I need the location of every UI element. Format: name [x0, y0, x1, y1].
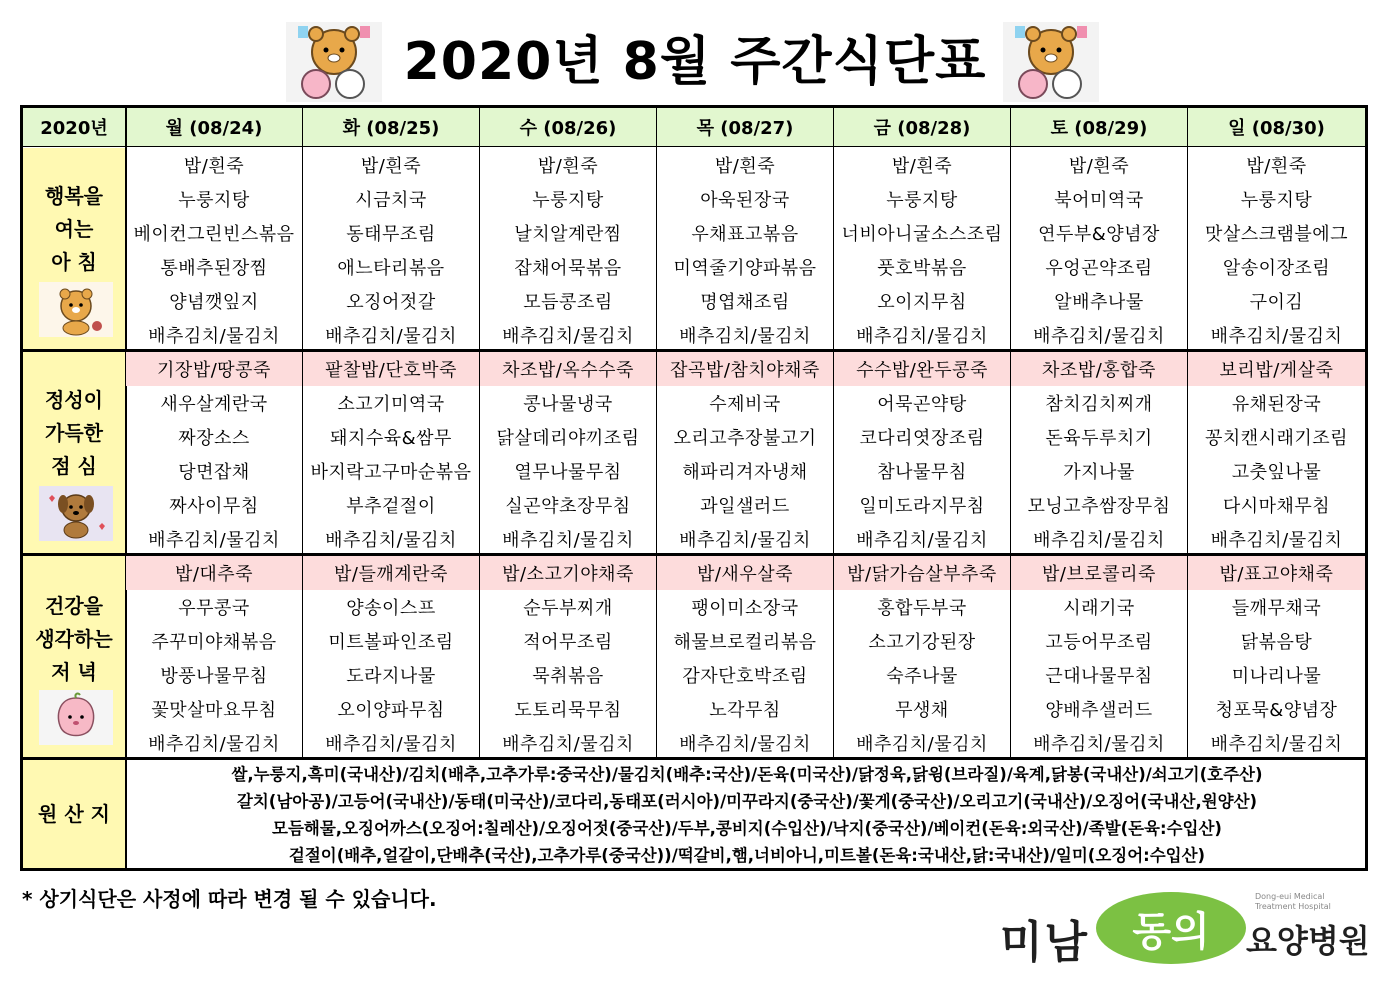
lunch-menu-item: 잡곡밥/참치야채죽	[657, 352, 833, 386]
lunch-menu-item: 차조밥/옥수수죽	[480, 352, 656, 386]
lunch-menu-item: 가지나물	[1063, 462, 1135, 483]
lunch-menu-item: 어묵곤약탕	[877, 394, 967, 415]
dog-character-icon	[39, 486, 113, 541]
lunch-menu-item: 꽁치캔시래기조림	[1204, 428, 1349, 449]
dinner-menu-item: 근대나물무침	[1045, 666, 1153, 687]
lunch-menu-item: 코다리엿장조림	[859, 428, 985, 449]
breakfast-menu-item: 밥/흰죽	[537, 156, 599, 177]
lunch-menu-item: 실곤약초장무침	[505, 496, 631, 517]
breakfast-menu-item: 맛살스크램블에그	[1204, 224, 1349, 245]
lunch-menu-item: 배추김치/물김치	[325, 530, 457, 551]
breakfast-menu-item: 애느타리볶음	[337, 258, 445, 279]
dinner-menu-item: 시래기국	[1063, 598, 1135, 619]
lunch-menu-item: 오리고추장불고기	[673, 428, 817, 449]
lunch-menu-item: 배추김치/물김치	[502, 530, 634, 551]
dinner-menu-item: 홍합두부국	[877, 598, 967, 619]
dinner-menu-item: 밥/닭가슴살부추죽	[834, 556, 1010, 590]
origin-line: 쌀,누룽지,흑미(국내산)/김치(배추,고추가루:중국산)/물김치(배추:국산)/돈육(미국산)/닭정육,닭윙(브라질)/육계,닭봉(국내산)/쇠고기(호주산)	[231, 765, 1263, 784]
lunch-menu-item: 차조밥/홍합죽	[1011, 352, 1187, 386]
dinner-menu-item: 우무콩국	[178, 598, 250, 619]
dinner-menu-item: 배추김치/물김치	[325, 734, 457, 755]
lunch-menu-item: 기장밥/땅콩죽	[126, 352, 302, 386]
dinner-menu-item: 오이양파무침	[337, 700, 445, 721]
lunch-menu-item: 다시마채무침	[1222, 496, 1331, 517]
breakfast-menu-item: 아욱된장국	[700, 190, 790, 211]
dinner-menu-item: 소고기강된장	[868, 632, 976, 653]
ryan-cheering-icon	[39, 282, 113, 337]
dinner-menu-item: 양배추샐러드	[1045, 700, 1153, 721]
lunch-menu-item: 돈육두루치기	[1045, 428, 1153, 449]
dinner-menu-item: 밥/들깨계란죽	[303, 556, 479, 590]
ryan-mascot-icon	[286, 22, 382, 102]
logo-english-line2: Treatment Hospital	[1255, 902, 1331, 911]
breakfast-menu-item: 알송이장조림	[1222, 258, 1331, 279]
breakfast-menu-item: 모듬콩조림	[523, 292, 613, 313]
dinner-menu-item: 밥/소고기야채죽	[480, 556, 656, 590]
dinner-menu-item: 청포묵&양념장	[1215, 700, 1338, 721]
dinner-menu-item: 배추김치/물김치	[1033, 734, 1165, 755]
lunch-menu-item: 해파리겨자냉채	[682, 462, 808, 483]
hospital-logo	[1000, 890, 1370, 970]
breakfast-menu-item: 미역줄기양파볶음	[673, 258, 817, 279]
breakfast-menu-item: 구이김	[1249, 292, 1304, 313]
breakfast-menu-item: 너비아니굴소스조림	[841, 224, 1003, 245]
lunch-menu-item: 소고기미역국	[337, 394, 445, 415]
lunch-label-line1: 정성이	[45, 388, 103, 412]
header-day-wed: 수 (08/26)	[480, 108, 656, 146]
dinner-menu-item: 도라지나물	[346, 666, 436, 687]
dinner-menu-item: 밥/새우살죽	[657, 556, 833, 590]
header-day-thu: 목 (08/27)	[657, 108, 833, 146]
breakfast-menu-item: 밥/흰죽	[183, 156, 245, 177]
dinner-menu-item: 밥/브로콜리죽	[1011, 556, 1187, 590]
dinner-menu-item: 주꾸미야채볶음	[151, 632, 277, 653]
lunch-menu-item: 당면잡채	[178, 462, 250, 483]
breakfast-menu-item: 누룽지탕	[1240, 190, 1313, 211]
dinner-menu-item: 팽이미소장국	[691, 598, 799, 619]
dinner-menu-item: 감자단호박조림	[682, 666, 808, 687]
lunch-menu-item: 참나물무침	[877, 462, 967, 483]
dinner-menu-item: 배추김치/물김치	[1210, 734, 1343, 755]
breakfast-menu-item: 풋호박볶음	[877, 258, 967, 279]
lunch-label-line2: 가득한	[45, 421, 103, 445]
dinner-menu-item: 배추김치/물김치	[148, 734, 280, 755]
breakfast-menu-item: 배추김치/물김치	[1210, 326, 1343, 347]
breakfast-label-line2: 여는	[54, 217, 94, 241]
lunch-menu-item: 과일샐러드	[700, 496, 790, 517]
dinner-menu-item: 묵취볶음	[532, 666, 604, 687]
dinner-label-line2: 생각하는	[35, 627, 113, 651]
breakfast-menu-item: 알배추나물	[1054, 292, 1144, 313]
dinner-menu-item: 들깨무채국	[1231, 598, 1322, 619]
breakfast-label-line3: 아 침	[51, 250, 97, 274]
menu-table	[20, 105, 1368, 871]
breakfast-menu-item: 잡채어묵볶음	[514, 258, 622, 279]
breakfast-menu-item: 오이지무침	[877, 292, 967, 313]
lunch-menu-item: 유채된장국	[1231, 394, 1322, 415]
breakfast-menu-item: 밥/흰죽	[714, 156, 776, 177]
origin-label: 원 산 지	[38, 802, 110, 826]
lunch-menu-item: 열무나물무침	[514, 462, 622, 483]
lunch-menu-item: 부추겉절이	[346, 496, 436, 517]
dinner-menu-item: 무생채	[895, 700, 949, 721]
lunch-menu-item: 수수밥/완두콩죽	[834, 352, 1010, 386]
dinner-menu-item: 양송이스프	[346, 598, 436, 619]
breakfast-menu-item: 시금치국	[355, 190, 427, 211]
header-day-tue: 화 (08/25)	[303, 108, 479, 146]
header-day-sat: 토 (08/29)	[1011, 108, 1187, 146]
dinner-menu-item: 꽃맛살마요무침	[151, 700, 277, 721]
header-corner: 2020년	[23, 108, 125, 146]
header-divider	[23, 146, 1365, 147]
header-day-fri: 금 (08/28)	[834, 108, 1010, 146]
footnote: * 상기식단은 사정에 따라 변경 될 수 있습니다.	[22, 887, 437, 911]
lunch-menu-item: 닭살데리야끼조림	[496, 428, 640, 449]
ryan-mascot-icon	[1003, 22, 1099, 102]
origin-line: 갈치(남아공)/고등어(국내산)/동태(미국산)/코다리,동태포(러시아)/미꾸라지(중국산)/꽃게(중국산)/오리고기(국내산)/오징어(국내산,원양산)	[236, 792, 1258, 811]
dinner-menu-item: 도토리묵무침	[514, 700, 622, 721]
lunch-menu-item: 돼지수육&쌈무	[330, 428, 452, 449]
dinner-menu-item: 밥/표고야채죽	[1188, 556, 1365, 590]
breakfast-menu-item: 오징어젓갈	[346, 292, 436, 313]
breakfast-menu-item: 연두부&양념장	[1038, 224, 1160, 245]
lunch-menu-item: 참치김치찌개	[1045, 394, 1153, 415]
lunch-menu-item: 수제비국	[709, 394, 781, 415]
dinner-menu-item: 미트볼파인조림	[328, 632, 454, 653]
dinner-menu-item: 방풍나물무침	[160, 666, 268, 687]
dinner-menu-item: 미나리나물	[1231, 666, 1322, 687]
lunch-menu-item: 배추김치/물김치	[148, 530, 280, 551]
breakfast-label-line1: 행복을	[45, 184, 103, 208]
origin-line: 겉절이(배추,얼갈이,단배추(국산),고추가루(중국산))/떡갈비,햄,너비아니,미트볼(돈육:국내산,닭:국내산)/일미(오징어:수입산)	[288, 846, 1206, 865]
logo-main-text: 미남	[1000, 917, 1090, 968]
breakfast-menu-item: 배추김치/물김치	[502, 326, 634, 347]
logo-highlight-text: 동의	[1132, 908, 1210, 955]
dinner-label-line1: 건강을	[45, 594, 103, 618]
breakfast-menu-item: 배추김치/물김치	[1033, 326, 1165, 347]
breakfast-menu-item: 배추김치/물김치	[679, 326, 811, 347]
breakfast-menu-item: 우채표고볶음	[691, 224, 799, 245]
breakfast-menu-item: 배추김치/물김치	[148, 326, 280, 347]
page-title: 2020년 8월 주간식단표	[403, 32, 987, 92]
header-day-sun: 일 (08/30)	[1188, 108, 1365, 146]
lunch-menu-item: 짜장소스	[178, 428, 250, 449]
dinner-label-line3: 저 녁	[51, 660, 97, 684]
lunch-menu-item: 고춧잎나물	[1231, 462, 1322, 483]
lunch-menu-item: 짜사이무침	[169, 496, 259, 517]
logo-english-text	[1255, 892, 1331, 912]
lunch-menu-item: 보리밥/게살죽	[1188, 352, 1365, 386]
breakfast-menu-item: 베이컨그린빈스볶음	[133, 224, 295, 245]
dinner-menu-item: 노각무침	[709, 700, 781, 721]
dinner-menu-item: 적어무조림	[523, 632, 613, 653]
lunch-label-line3: 점 심	[51, 454, 97, 478]
lunch-menu-item: 일미도라지무침	[859, 496, 985, 517]
origin-line: 모듬해물,오징어까스(오징어:칠레산)/오징어젓(중국산)/두부,콩비지(수입산)/낙지(중국산)/베이컨(돈육:외국산)/족발(돈육:수입산)	[272, 819, 1222, 838]
breakfast-menu-item: 누룽지탕	[178, 190, 250, 211]
lunch-menu-item: 배추김치/물김치	[856, 530, 988, 551]
breakfast-menu-item: 양념깻잎지	[169, 292, 259, 313]
dinner-menu-item: 닭볶음탕	[1240, 632, 1313, 653]
lunch-menu-item: 팥찰밥/단호박죽	[303, 352, 479, 386]
breakfast-menu-item: 밥/흰죽	[360, 156, 422, 177]
dinner-menu-item: 순두부찌개	[523, 598, 613, 619]
logo-english-line1: Dong-eui Medical	[1255, 892, 1325, 901]
lunch-menu-item: 배추김치/물김치	[1033, 530, 1165, 551]
dinner-menu-item: 배추김치/물김치	[679, 734, 811, 755]
dinner-menu-item: 해물브로컬리볶음	[673, 632, 817, 653]
breakfast-menu-item: 밥/흰죽	[1068, 156, 1130, 177]
dinner-menu-item: 고등어무조림	[1045, 632, 1153, 653]
breakfast-menu-item: 날치알계란찜	[514, 224, 622, 245]
breakfast-menu-item: 누룽지탕	[886, 190, 958, 211]
lunch-menu-item: 배추김치/물김치	[1210, 530, 1343, 551]
breakfast-menu-item: 밥/흰죽	[1246, 156, 1307, 177]
lunch-menu-item: 콩나물냉국	[523, 394, 613, 415]
apeach-character-icon	[39, 690, 113, 745]
breakfast-menu-item: 북어미역국	[1054, 190, 1144, 211]
breakfast-menu-item: 밥/흰죽	[891, 156, 953, 177]
breakfast-menu-item: 우엉곤약조림	[1045, 258, 1153, 279]
breakfast-menu-item: 배추김치/물김치	[856, 326, 988, 347]
title-bar	[0, 0, 1399, 102]
dinner-menu-item: 밥/대추죽	[126, 556, 302, 590]
lunch-menu-item: 바지락고구마순볶음	[310, 462, 472, 483]
lunch-menu-item: 모닝고추쌈장무침	[1027, 496, 1171, 517]
dinner-menu-item: 배추김치/물김치	[856, 734, 988, 755]
dinner-menu-item: 배추김치/물김치	[502, 734, 634, 755]
breakfast-menu-item: 배추김치/물김치	[325, 326, 457, 347]
breakfast-menu-item: 누룽지탕	[532, 190, 604, 211]
breakfast-menu-item: 명엽채조림	[700, 292, 790, 313]
lunch-menu-item: 배추김치/물김치	[679, 530, 811, 551]
logo-tail-text: 요양병원	[1246, 922, 1370, 960]
lunch-menu-item: 새우살계란국	[160, 394, 268, 415]
breakfast-menu-item: 통배추된장찜	[160, 258, 268, 279]
breakfast-menu-item: 동태무조림	[346, 224, 436, 245]
header-day-mon: 월 (08/24)	[126, 108, 302, 146]
dinner-menu-item: 숙주나물	[886, 666, 958, 687]
